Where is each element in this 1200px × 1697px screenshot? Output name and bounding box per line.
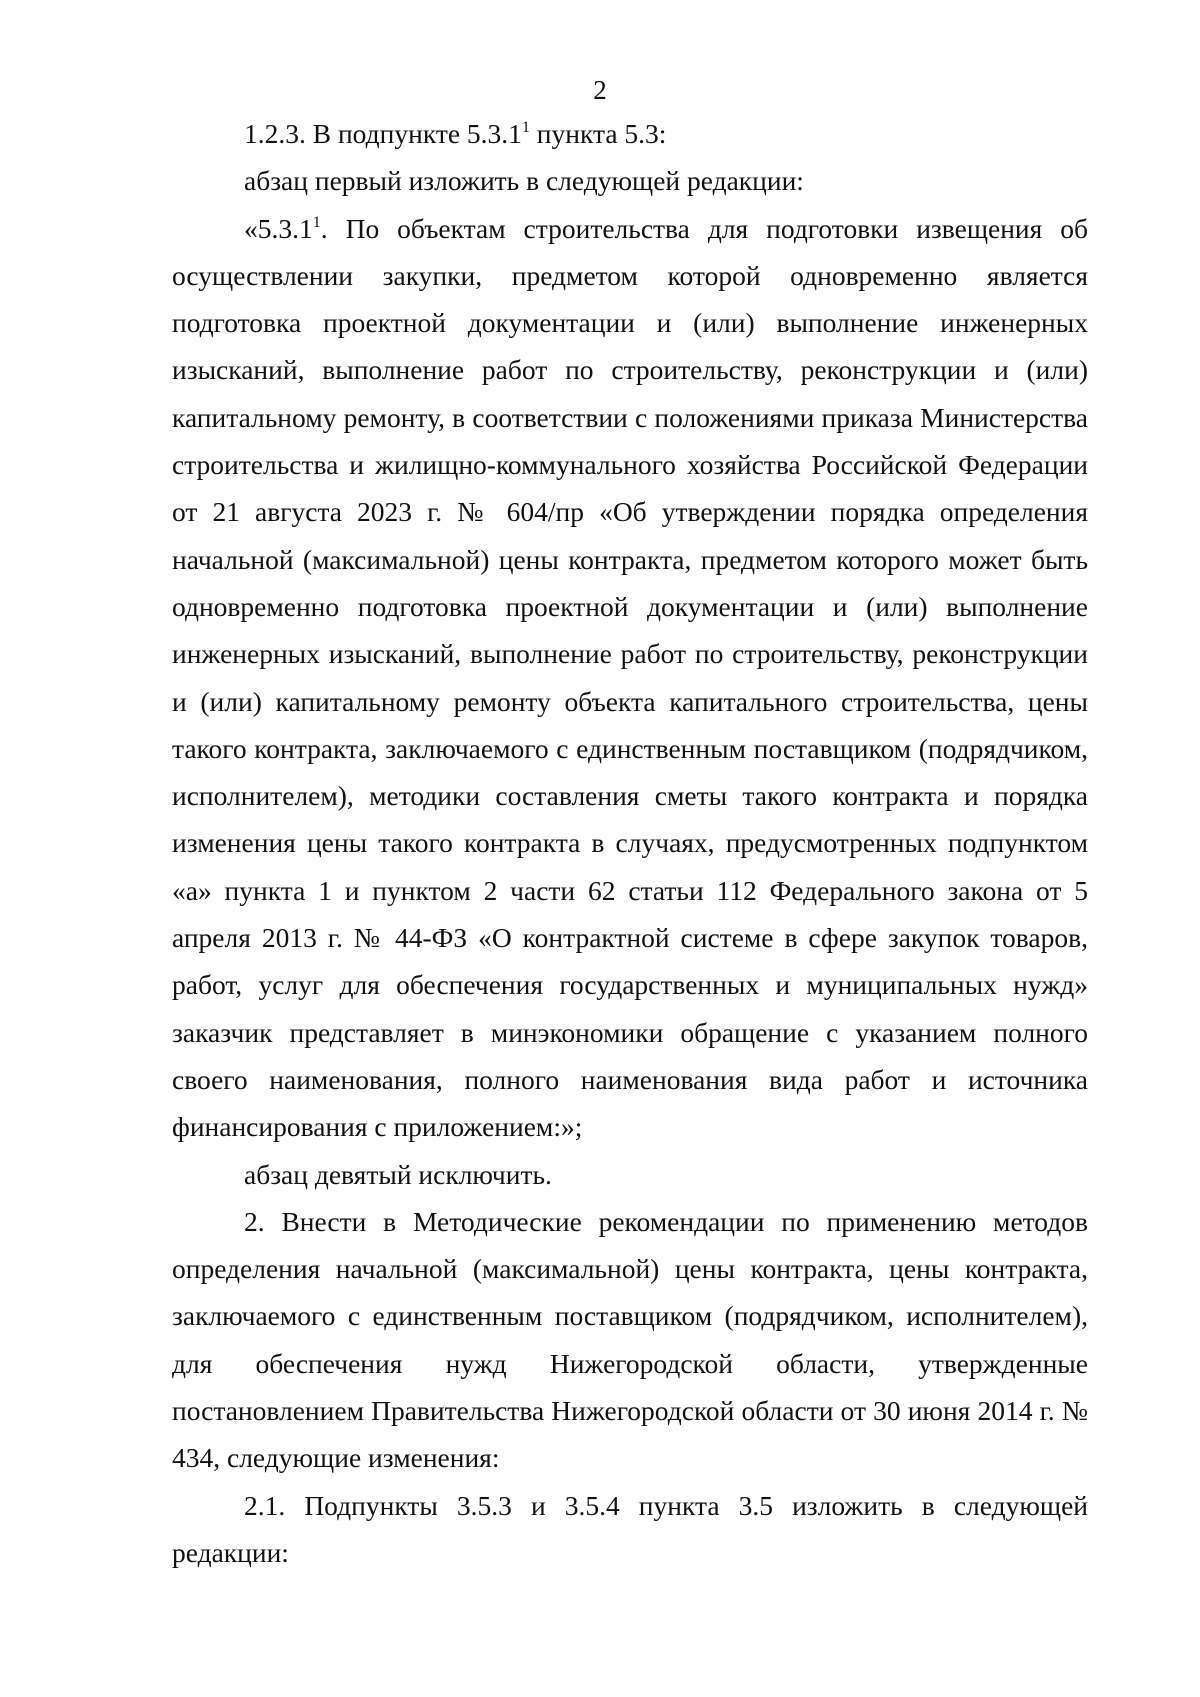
- paragraph-quoted-5-3-1: [172, 205, 1088, 1151]
- paragraph-text: пункта 5.3:: [529, 118, 667, 149]
- paragraph-exclude: абзац девятый исключить.: [244, 1158, 552, 1190]
- paragraph-text: . По объектам строительства для подготовки извещения об осуществлении закупки, предметом которой одновременно является подготовка проектной документации и (или) выполнение инженерных изысканий, выполнение работ по строительству, реконструкции и (или) капитальному ремонту, в соответствии с положениями приказа Министерства строительства и жилищно-коммунального хозяйства Российской Федерации от 21 августа 2023 г. № 604/пр «Об утверждении порядка определения начальной (максимальной) цены контракта, предметом которого может быть одновременно подготовка проектной документации и (или) выполнение инженерных изысканий, выполнение работ по строительству, реконструкции и (или) капитальному ремонту объекта капитального строительства, цены такого контракта, заключаемого с единственным поставщиком (подрядчиком, исполнителем), методики составления сметы такого контракта и порядка изменения цены такого контракта в случаях, предусмотренных подпунктом «а» пункта 1 и пунктом 2 части 62 статьи 112 Федерального закона от 5 апреля 2013 г. № 44-ФЗ «О контрактной системе в сфере закупок товаров, работ, услуг для обеспечения государственных и муниципальных нужд» заказчик представляет в минэкономики обращение с указанием полного своего наименования, полного наименования вида работ и источника финансирования с приложением:»;: [172, 212, 1088, 1143]
- paragraph-amendment-1-2-3: [172, 110, 1088, 157]
- document-body: [172, 110, 1088, 1576]
- paragraph-item-2: 2. Внести в Методические рекомендации по применению методов определения начальной (максимальной) цены контракта, цены контракта, заключаемого с единственным поставщиком (подрядчиком, исполнителем), для обеспечения нужд Нижегородской области, утвержденные постановлением Правительства Нижегородской области от 30 июня 2014 г. № 434, следующие изменения:: [172, 1205, 1088, 1474]
- superscript: 1: [312, 213, 321, 231]
- paragraph-text: 1.2.3. В подпункте 5.3.1: [244, 118, 522, 149]
- paragraph-text: «5.3.1: [244, 212, 313, 244]
- page-number: 2: [593, 75, 607, 105]
- paragraph-instruction: абзац первый изложить в следующей редакции:: [244, 165, 804, 197]
- superscript: 1: [521, 119, 530, 136]
- paragraph-item-2-1: 2.1. Подпункты 3.5.3 и 3.5.4 пункта 3.5 изложить в следующей редакции:: [172, 1489, 1088, 1568]
